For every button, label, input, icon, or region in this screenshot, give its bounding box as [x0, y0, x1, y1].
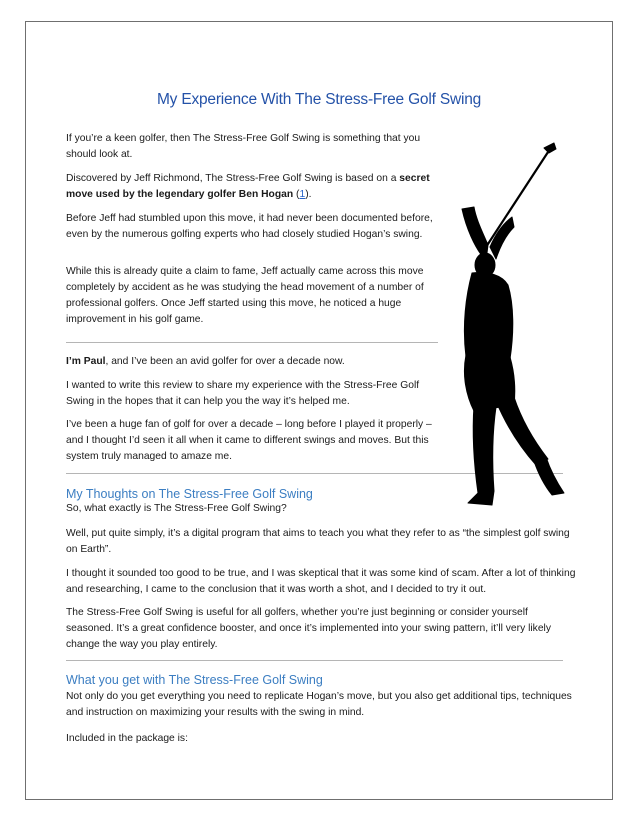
page-title: My Experience With The Stress-Free Golf Swing: [156, 91, 482, 108]
skeptical-paragraph: I thought it sounded too good to be true, and I was skeptical that it was some kind of scam. After a lot of thinking and researching, I came to the conclusion that it was worth a shot, and I decided to try it out.: [66, 568, 576, 595]
useful-paragraph: The Stress-Free Golf Swing is useful for all golfers, whether you’re just beginning or consider yourself seasoned. It’s a great confidence booster, and once it’s implemented into your swing pattern, it’ll very likely change the way you play entirely.: [66, 607, 551, 650]
intro-paragraph: If you’re a keen golfer, then The Stress-Free Golf Swing is something that you should look at.: [66, 133, 421, 160]
paul-bold-text: I’m Paul: [66, 356, 106, 367]
package-intro-paragraph: Not only do you get everything you need to replicate Hogan’s move, but you also get additional tips, techniques and instruction on maximizing your results with the swing in mind.: [66, 691, 572, 718]
claim-paragraph: While this is already quite a claim to fame, Jeff actually came across this move completely by accident as he was studying the head movement of a number of professional golfers. Once Jeff started using this move, he noticed a huge improvement in his golf game.: [66, 266, 424, 325]
digital-program-paragraph: Well, put quite simply, it’s a digital program that aims to teach you what they refer to as “the simplest golf swing on Earth”.: [66, 528, 570, 555]
before-jeff-paragraph: Before Jeff had stumbled upon this move, it had never been documented before, even by the numerous golfing experts who had closely studied Hogan’s swing.: [66, 213, 433, 240]
discovery-text: Discovered by Jeff Richmond, The Stress-Free Golf Swing is based on a: [66, 173, 400, 184]
included-paragraph: Included in the package is:: [66, 733, 188, 744]
section-divider: [66, 660, 563, 661]
thoughts-heading: My Thoughts on The Stress-Free Golf Swing: [66, 487, 313, 501]
fan-paragraph: I’ve been a huge fan of golf for over a decade – long before I played it properly – and I thought I’d seen it all when it came to different swings and moves. But this system truly managed to amaze me.: [66, 419, 432, 462]
what-you-get-heading: What you get with The Stress-Free Golf Swing: [66, 673, 323, 687]
paren-open: (: [293, 189, 300, 200]
golfer-silhouette-icon: [452, 135, 570, 510]
discovery-bold-text: secret move used by the legendary golfer Ben Hogan: [66, 173, 430, 200]
purpose-paragraph: I wanted to write this review to share my experience with the Stress-Free Golf Swing in the hopes that it can help you the way it’s helped me.: [66, 380, 420, 407]
paul-rest-text: , and I’ve been an avid golfer for over a decade now.: [105, 356, 345, 367]
paren-close: ).: [305, 189, 312, 200]
what-is-paragraph: So, what exactly is The Stress-Free Golf Swing?: [66, 503, 287, 514]
paul-intro-paragraph: [66, 354, 438, 370]
discovery-paragraph: [66, 171, 438, 203]
section-divider: [66, 342, 438, 343]
citation-link[interactable]: 1: [299, 189, 306, 200]
